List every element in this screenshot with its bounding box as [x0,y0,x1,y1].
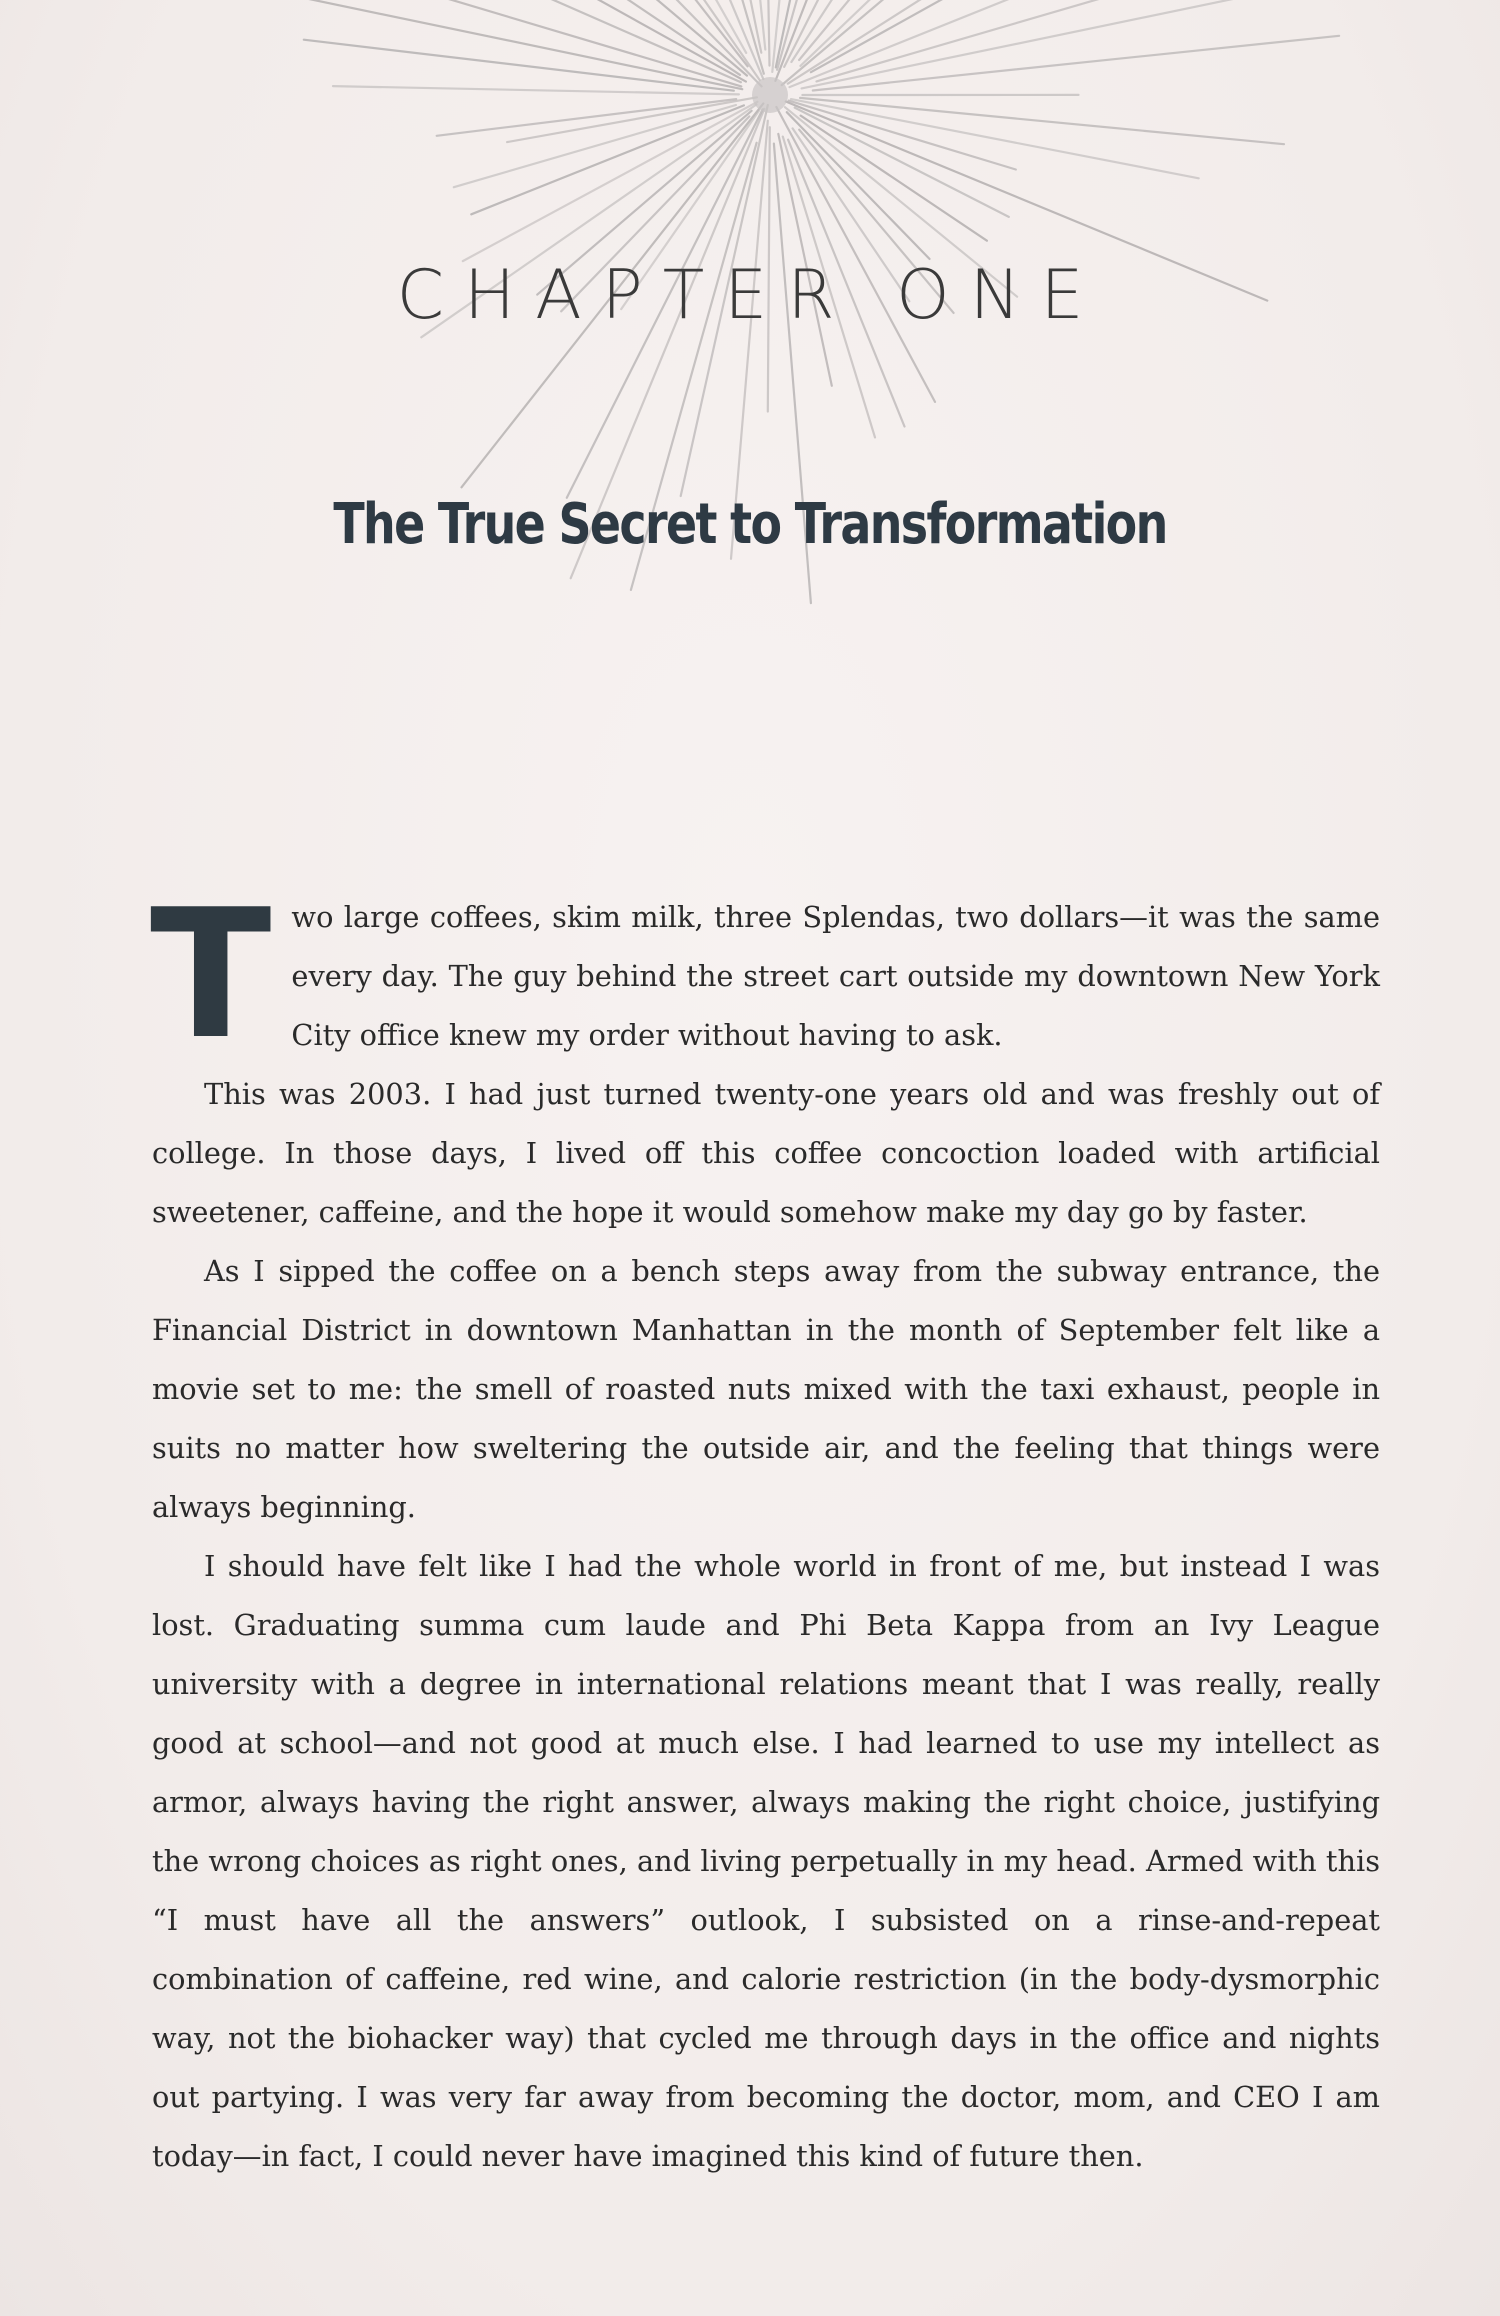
chapter-body [150,871,1380,2186]
sunburst-ray [791,99,1199,178]
sunburst-ray [813,36,1339,91]
paragraph: As I sipped the coffee on a bench steps away from the subway entrance, the Financial District in downtown Manhattan in the month of September felt like a movie set to me: the smell of roasted nuts mixed with the taxi exhaust, people in suits no matter how sweltering the outside air, and the feeling that things were always beginning. [152,1254,1380,1524]
drop-cap: T [150,871,272,1078]
sunburst-ray [333,86,739,94]
sunburst-ray [777,0,866,70]
sunburst-ray [802,0,1258,88]
sunburst-ray [776,107,935,402]
sunburst-ray [471,105,744,214]
sunburst-ray [811,0,1225,72]
sunburst-ornament [0,0,1500,700]
paragraph: I should have felt like I had the whole world in front of me, but instead I was lost. Graduating summa cum laude and Phi Beta Kappa from an Ivy League university with a degree in international relations meant that I was really, really good at school—and not good at much else. I had learned to use my intellect as armor, always having the right answer, always making the right choice, justifying the wrong choices as right ones, and living perpetually in my head. Armed with this “I must have all the answers” outlook, I subsisted on a rinse-and-repeat combination of caffeine, red wine, and calorie restriction (in the body-dysmorphic way, not the biohacker way) that cycled me through days in the office and nights out partying. I was very far away from becoming the doctor, mom, and CEO I am today—in fact, I could never have imagined this kind of future then. [152,1549,1380,2173]
sunburst-ray [787,112,930,259]
sunburst-ray [562,0,763,79]
paragraph-text: wo large coffees, skim milk, three Splendas, two dollars—it was the same every day. The guy behind the street cart outside my downtown New York City office knew my order without having to ask. [291,900,1380,1052]
sunburst-ray [463,102,758,261]
chapter-title: The True Secret to Transformation [333,492,1167,557]
paragraph [150,871,1380,1078]
paragraph: This was 2003. I had just turned twenty-one years old and was freshly out of college. In those days, I lived off this coffee concoction loaded with artificial sweetener, caffeine, and the hope it would somehow make my day go by faster. [152,1077,1380,1229]
sunburst-ray [817,0,1266,81]
chapter-label: CHAPTER ONE [396,256,1104,335]
